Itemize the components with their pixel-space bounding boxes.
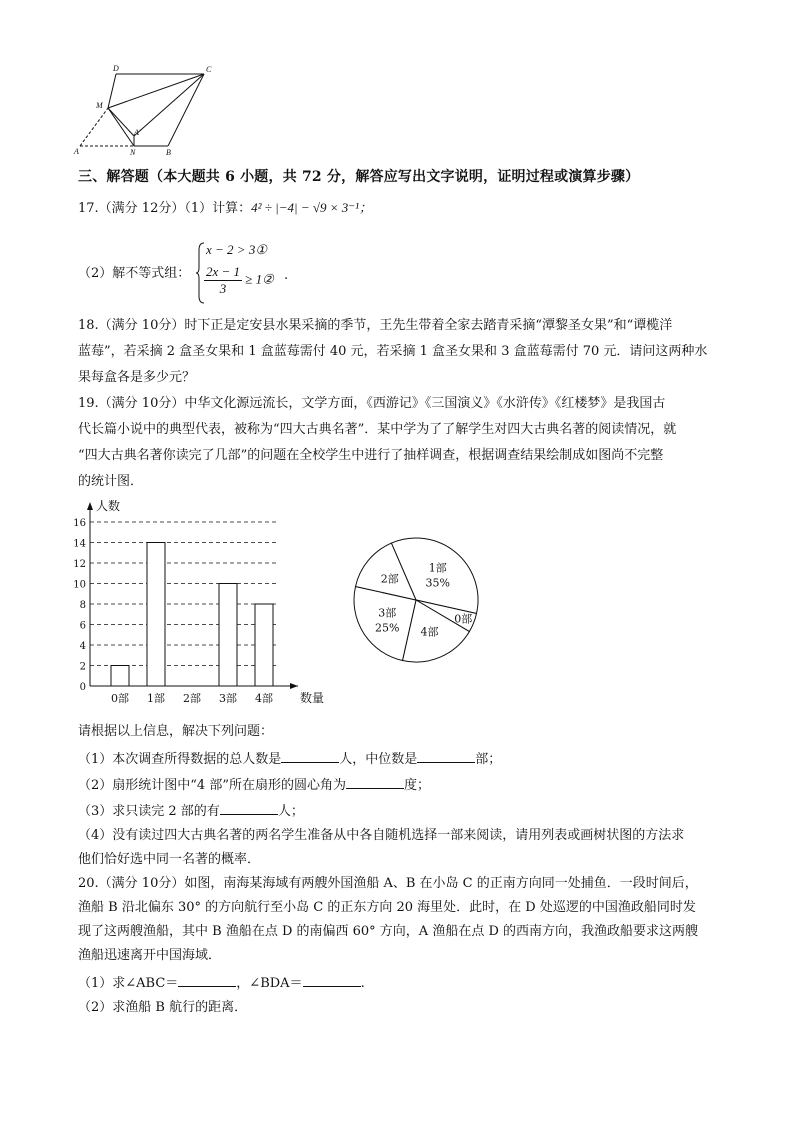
q19-p1-c: 部； [475,752,502,767]
q19-p2-b: 度； [403,778,430,793]
pie-chart [340,530,490,670]
y-tick-label: 10 [73,579,86,591]
q19-line-1: 19.（满分 10分）中华文化源远流长，文学方面，《西游记》《三国演义》《水浒传》《红楼梦》是我国古 [78,396,666,411]
answer-blank[interactable] [281,750,339,763]
label-n: N [130,148,136,157]
y-axis-arrow-icon [87,502,93,510]
answer-blank[interactable] [178,974,236,987]
q19-part-4-line-1: （4）没有读过四大古典名著的两名学生准备从中各自随机选择一部来阅读，请用列表或画树状图的方法求 [78,828,685,843]
x-tick-label: 4部 [255,692,273,705]
x-tick-label: 0部 [111,692,129,705]
q20-part-1 [78,974,365,992]
y-tick-label: 8 [79,600,86,611]
label-d: D [113,64,119,73]
q17-fraction-denominator: 3 [219,281,227,296]
q20-line-3: 现了这两艘渔船，其中 B 渔船在点 D 的南偏西 60° 方向，A 渔船在点 D 的西南方向，我渔政船要求这两艘 [78,924,699,939]
x-axis-arrow-icon [290,683,298,689]
answer-blank[interactable] [220,802,278,815]
label-a-prime: A' [134,128,141,137]
pie-slice-percent: 35% [425,576,450,590]
label-m: M [96,101,103,110]
q17-prefix: 17.（满分 12分）（1）计算： [78,201,252,216]
q19-p1-a: （1）本次调查所得数据的总人数是 [78,752,282,767]
label-c: C [206,65,212,74]
q19-line-3: “四大古典名著你读完了几部”的问题在全校学生中进行了抽样调查，根据调查结果绘制成如图尚不完整 [78,448,664,463]
y-tick-label: 2 [79,661,86,673]
q17-inequality-2 [204,264,274,297]
pie-slice-percent: 25% [374,621,400,635]
y-tick-label: 0 [79,682,86,693]
q19-part-1 [78,750,501,768]
pie-slice-label: 4部 [420,625,439,639]
bar-chart [66,492,326,712]
pie-slice-label: 0部 [454,612,473,626]
q20-line-2: 渔船 B 沿北偏东 30° 的方向航行至小岛 C 的正东方向 20 海里处．此时，在 D 处巡逻的中国渔政船同时发 [78,900,696,915]
q17-expression: 4² ÷ |−4| − √9 × 3⁻¹； [251,200,373,215]
pie-slice-label: 1部 [428,561,447,575]
q17-inequality-2-tail: ≥ 1② [245,271,274,287]
x-axis-label: 数量 [300,691,325,705]
y-tick-label: 14 [73,538,86,550]
parallelogram-figure [72,62,222,158]
q17-inequality-1: x − 2 > 3① [206,242,267,257]
x-tick-label: 2部 [183,692,201,705]
q19-p3-b: 人； [277,804,304,819]
q18-line-1: 18.（满分 10分）时下正是定安县水果采摘的季节，王先生带着全家去踏青采摘“潭黎圣女果”和“谭榄洋 [78,318,673,333]
q20-p1-c: . [360,976,365,991]
y-axis-label: 人数 [96,499,121,513]
q19-p3-a: （3）求只读完 2 部的有 [78,804,220,819]
q20-p1-b: ，∠BDA＝ [236,976,303,991]
section-title: 三、解答题（本大题共 6 小题，共 72 分，解答应写出文字说明，证明过程或演算步骤） [78,169,640,185]
label-b: B [166,148,171,157]
answer-blank[interactable] [346,776,404,789]
q17-part1 [78,200,372,217]
bar [147,543,165,687]
answer-blank[interactable] [303,974,361,987]
q19-line-2: 代长篇小说中的典型代表，被称为“四大古典名著”．某中学为了了解学生对四大古典名著的阅读情况，就 [78,422,677,437]
q19-line-4: 的统计图． [78,474,144,489]
q20-p1-a: （1）求∠ABC＝ [78,976,179,991]
q19-p2-a: （2）扇形统计图中“4 部”所在扇形的圆心角为 [78,778,346,793]
q19-part-4-line-2: 他们恰好选中同一名著的概率． [78,852,261,867]
bar [255,604,273,686]
q19-instructions: 请根据以上信息，解决下列问题： [78,724,274,739]
answer-blank[interactable] [417,750,475,763]
y-tick-label: 16 [73,518,86,529]
q20-part-2: （2）求渔船 B 航行的距离． [78,1000,248,1015]
bar [219,584,237,687]
q20-line-1: 20.（满分 10分）如图，南海某海域有两艘外国渔船 A、B 在小岛 C 的正南方向同一处捕鱼．一段时间后， [78,876,698,891]
q19-part-2 [78,776,430,794]
q20-line-4: 渔船迅速离开中国海域． [78,948,222,963]
q19-p1-b: 人，中位数是 [339,752,418,767]
pie-slice-label: 2部 [380,572,399,586]
q18-line-2: 蓝莓”，若采摘 2 盒圣女果和 1 盒蓝莓需付 40 元，若采摘 1 盒圣女果和 3 盒蓝莓需付 70 元．请问这两种水 [78,344,708,359]
pie-slice-label: 3部 [378,606,397,620]
q17-fraction-numerator: 2x − 1 [206,264,241,279]
bar [111,666,129,687]
y-tick-label: 4 [79,641,86,652]
q18-line-3: 果每盒各是多少元？ [78,370,196,385]
x-tick-label: 1部 [147,692,165,705]
q17-end-period: . [284,268,289,283]
label-a: A [74,147,79,156]
y-tick-label: 6 [79,620,86,632]
y-tick-label: 12 [73,559,86,570]
x-tick-label: 3部 [219,692,237,705]
q19-part-3 [78,802,304,820]
q17-part2-label: （2）解不等式组： [78,266,191,281]
